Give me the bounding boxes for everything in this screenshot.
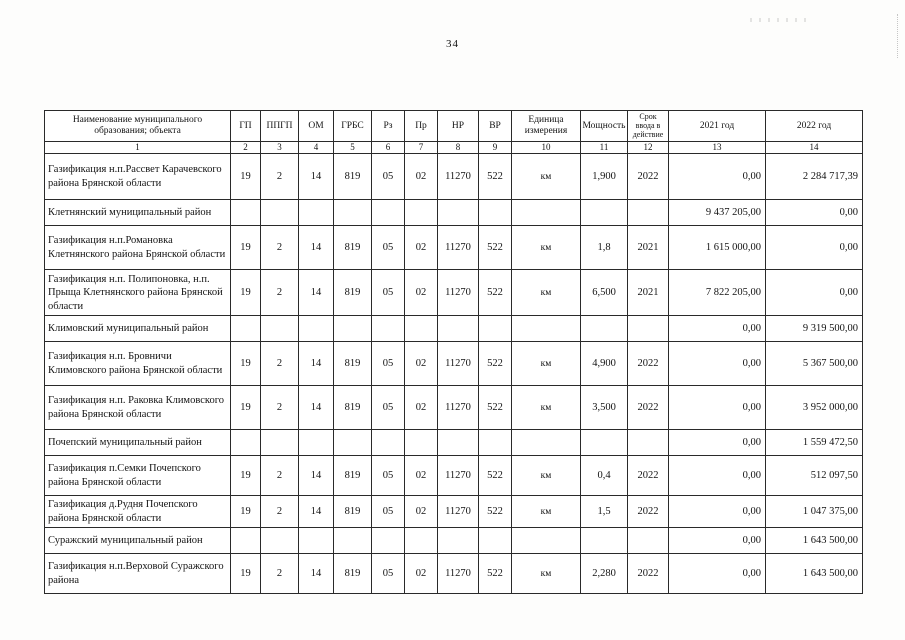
data-cell <box>372 200 405 226</box>
data-cell: 1 643 500,00 <box>766 528 863 554</box>
column-number: 13 <box>669 142 766 154</box>
data-cell: 14 <box>299 386 334 430</box>
data-cell: 3 952 000,00 <box>766 386 863 430</box>
column-number: 9 <box>479 142 512 154</box>
data-cell: 9 319 500,00 <box>766 316 863 342</box>
data-cell: 2 <box>261 154 299 200</box>
data-cell: км <box>512 270 581 316</box>
data-cell: 0,00 <box>669 386 766 430</box>
data-cell: 05 <box>372 554 405 594</box>
column-number: 7 <box>405 142 438 154</box>
data-cell: 819 <box>334 270 372 316</box>
data-cell <box>231 528 261 554</box>
data-cell: 0,00 <box>669 496 766 528</box>
column-header: Единица измерения <box>512 111 581 142</box>
data-cell <box>405 316 438 342</box>
column-header: ВР <box>479 111 512 142</box>
data-cell: 11270 <box>438 456 479 496</box>
data-cell <box>581 200 628 226</box>
data-cell: 0,00 <box>669 430 766 456</box>
data-cell <box>334 528 372 554</box>
column-header: ОМ <box>299 111 334 142</box>
data-cell <box>261 200 299 226</box>
data-cell: 05 <box>372 456 405 496</box>
data-cell: 0,00 <box>669 554 766 594</box>
data-cell <box>438 200 479 226</box>
data-cell: 19 <box>231 456 261 496</box>
data-cell <box>261 430 299 456</box>
name-cell: Газификация н.п.Рассвет Карачевского района Брянской области <box>45 154 231 200</box>
column-header: 2022 год <box>766 111 863 142</box>
data-cell <box>628 528 669 554</box>
data-cell <box>581 528 628 554</box>
data-cell <box>512 430 581 456</box>
budget-table <box>44 110 863 594</box>
column-number: 8 <box>438 142 479 154</box>
data-cell: 522 <box>479 342 512 386</box>
data-cell: 2 <box>261 554 299 594</box>
data-cell: 05 <box>372 226 405 270</box>
data-cell: 02 <box>405 456 438 496</box>
name-cell: Климовский муниципальный район <box>45 316 231 342</box>
scan-artifact-dotline <box>897 14 898 58</box>
data-cell <box>299 316 334 342</box>
data-cell: 14 <box>299 270 334 316</box>
data-cell: 14 <box>299 226 334 270</box>
data-cell: 522 <box>479 554 512 594</box>
column-number: 10 <box>512 142 581 154</box>
data-cell: 05 <box>372 342 405 386</box>
district-row <box>45 430 863 456</box>
data-cell: 19 <box>231 270 261 316</box>
column-header: Рз <box>372 111 405 142</box>
data-cell: 02 <box>405 386 438 430</box>
data-cell: 0,00 <box>669 154 766 200</box>
data-cell: 4,900 <box>581 342 628 386</box>
column-number: 5 <box>334 142 372 154</box>
data-cell: 11270 <box>438 342 479 386</box>
data-cell: 11270 <box>438 154 479 200</box>
object-row <box>45 496 863 528</box>
district-row <box>45 316 863 342</box>
object-row <box>45 386 863 430</box>
data-cell <box>438 430 479 456</box>
column-header: ППГП <box>261 111 299 142</box>
data-cell: 0,00 <box>766 226 863 270</box>
data-cell: 522 <box>479 496 512 528</box>
data-cell: 2 <box>261 496 299 528</box>
data-cell: 522 <box>479 226 512 270</box>
data-cell: 819 <box>334 226 372 270</box>
data-cell: 14 <box>299 496 334 528</box>
data-cell: 819 <box>334 154 372 200</box>
data-cell: 0,00 <box>766 270 863 316</box>
data-cell: 2022 <box>628 154 669 200</box>
data-cell: 0,4 <box>581 456 628 496</box>
data-cell: 14 <box>299 342 334 386</box>
data-cell: 1,8 <box>581 226 628 270</box>
data-cell: 11270 <box>438 270 479 316</box>
name-cell: Газификация п.Семки Почепского района Брянской области <box>45 456 231 496</box>
object-row <box>45 270 863 316</box>
column-header: Срок ввода в действие <box>628 111 669 142</box>
data-cell: 19 <box>231 154 261 200</box>
data-cell: 2022 <box>628 456 669 496</box>
column-header: НР <box>438 111 479 142</box>
data-cell: 522 <box>479 456 512 496</box>
data-cell: 02 <box>405 154 438 200</box>
data-cell: 02 <box>405 496 438 528</box>
data-cell <box>479 528 512 554</box>
data-cell: 02 <box>405 270 438 316</box>
data-cell: 11270 <box>438 386 479 430</box>
data-cell: км <box>512 342 581 386</box>
data-cell <box>334 200 372 226</box>
object-row <box>45 154 863 200</box>
data-cell: 1,900 <box>581 154 628 200</box>
column-header: ГРБС <box>334 111 372 142</box>
data-cell: 819 <box>334 342 372 386</box>
column-header: Мощность <box>581 111 628 142</box>
data-cell: 0,00 <box>669 528 766 554</box>
data-cell: 11270 <box>438 496 479 528</box>
data-cell <box>479 430 512 456</box>
data-cell <box>299 200 334 226</box>
data-cell: км <box>512 386 581 430</box>
district-row <box>45 528 863 554</box>
column-number: 2 <box>231 142 261 154</box>
column-number-row <box>45 142 863 154</box>
data-cell: 522 <box>479 154 512 200</box>
data-cell: 02 <box>405 226 438 270</box>
header-row <box>45 111 863 142</box>
data-cell <box>479 316 512 342</box>
name-cell: Газификация н.п. Полипоновка, н.п. Прыща Клетнянского района Брянской области <box>45 270 231 316</box>
name-cell: Газификация н.п. Раковка Климовского района Брянской области <box>45 386 231 430</box>
data-cell: 0,00 <box>669 342 766 386</box>
data-cell: 1 559 472,50 <box>766 430 863 456</box>
data-cell: 819 <box>334 386 372 430</box>
data-cell: км <box>512 154 581 200</box>
district-row <box>45 200 863 226</box>
data-cell: 819 <box>334 554 372 594</box>
data-cell: 02 <box>405 554 438 594</box>
data-cell: 522 <box>479 386 512 430</box>
data-cell <box>299 528 334 554</box>
column-number: 14 <box>766 142 863 154</box>
data-cell <box>581 430 628 456</box>
data-cell: 2022 <box>628 496 669 528</box>
table-body <box>45 154 863 594</box>
name-cell: Газификация н.п.Верховой Суражского района <box>45 554 231 594</box>
column-number: 4 <box>299 142 334 154</box>
data-cell: 2021 <box>628 270 669 316</box>
data-cell: 7 822 205,00 <box>669 270 766 316</box>
name-cell: Клетнянский муниципальный район <box>45 200 231 226</box>
data-cell: 2 <box>261 342 299 386</box>
data-cell: 2022 <box>628 554 669 594</box>
data-cell <box>438 316 479 342</box>
data-cell: 11270 <box>438 554 479 594</box>
data-cell: 0,00 <box>766 200 863 226</box>
data-cell <box>231 200 261 226</box>
data-cell: 05 <box>372 270 405 316</box>
column-number: 11 <box>581 142 628 154</box>
name-cell: Газификация н.п. Бровничи Климовского района Брянской области <box>45 342 231 386</box>
data-cell: 19 <box>231 226 261 270</box>
data-cell: 05 <box>372 386 405 430</box>
object-row <box>45 342 863 386</box>
data-cell <box>334 430 372 456</box>
data-cell: 819 <box>334 496 372 528</box>
data-cell: 512 097,50 <box>766 456 863 496</box>
data-cell <box>372 528 405 554</box>
data-cell: 3,500 <box>581 386 628 430</box>
column-header: ГП <box>231 111 261 142</box>
data-cell: 2022 <box>628 386 669 430</box>
data-cell: 522 <box>479 270 512 316</box>
data-cell: 2 <box>261 270 299 316</box>
data-cell: 19 <box>231 496 261 528</box>
object-row <box>45 456 863 496</box>
data-cell <box>372 316 405 342</box>
data-cell: 2 <box>261 386 299 430</box>
data-cell: км <box>512 554 581 594</box>
data-cell <box>512 316 581 342</box>
data-cell <box>261 528 299 554</box>
data-cell: км <box>512 226 581 270</box>
table-header <box>45 111 863 154</box>
data-cell: 2021 <box>628 226 669 270</box>
data-cell: 1,5 <box>581 496 628 528</box>
data-cell: 1 615 000,00 <box>669 226 766 270</box>
data-cell: 819 <box>334 456 372 496</box>
column-number: 3 <box>261 142 299 154</box>
column-header: Наименование муниципального образования; объекта <box>45 111 231 142</box>
data-cell: 19 <box>231 386 261 430</box>
data-cell: 2 <box>261 456 299 496</box>
data-cell: км <box>512 456 581 496</box>
data-cell <box>512 200 581 226</box>
data-cell <box>299 430 334 456</box>
data-cell: 1 643 500,00 <box>766 554 863 594</box>
data-cell <box>628 316 669 342</box>
data-cell <box>581 316 628 342</box>
data-cell: 11270 <box>438 226 479 270</box>
column-number: 1 <box>45 142 231 154</box>
data-cell <box>512 528 581 554</box>
data-cell <box>405 430 438 456</box>
data-cell: 0,00 <box>669 456 766 496</box>
column-number: 6 <box>372 142 405 154</box>
data-cell: 2 <box>261 226 299 270</box>
column-header: Пр <box>405 111 438 142</box>
data-cell: 6,500 <box>581 270 628 316</box>
data-cell <box>438 528 479 554</box>
data-cell: 19 <box>231 554 261 594</box>
column-number: 12 <box>628 142 669 154</box>
data-cell: 02 <box>405 342 438 386</box>
data-cell: 2,280 <box>581 554 628 594</box>
data-cell <box>231 316 261 342</box>
object-row <box>45 226 863 270</box>
data-cell: 14 <box>299 554 334 594</box>
data-cell: 2022 <box>628 342 669 386</box>
name-cell: Газификация н.п.Романовка Клетнянского района Брянской области <box>45 226 231 270</box>
data-cell: 9 437 205,00 <box>669 200 766 226</box>
name-cell: Суражский муниципальный район <box>45 528 231 554</box>
data-cell <box>628 200 669 226</box>
data-cell: км <box>512 496 581 528</box>
data-cell <box>261 316 299 342</box>
data-cell <box>405 528 438 554</box>
column-header: 2021 год <box>669 111 766 142</box>
data-cell: 2 284 717,39 <box>766 154 863 200</box>
data-cell <box>479 200 512 226</box>
data-cell: 14 <box>299 456 334 496</box>
data-cell <box>372 430 405 456</box>
data-cell: 5 367 500,00 <box>766 342 863 386</box>
scan-artifact-smudge <box>750 18 810 22</box>
data-cell: 05 <box>372 154 405 200</box>
data-cell <box>231 430 261 456</box>
data-cell: 05 <box>372 496 405 528</box>
object-row <box>45 554 863 594</box>
name-cell: Газификация д.Рудня Почепского района Брянской области <box>45 496 231 528</box>
data-cell: 1 047 375,00 <box>766 496 863 528</box>
data-cell: 0,00 <box>669 316 766 342</box>
name-cell: Почепский муниципальный район <box>45 430 231 456</box>
data-cell <box>334 316 372 342</box>
data-cell: 14 <box>299 154 334 200</box>
data-cell: 19 <box>231 342 261 386</box>
data-cell <box>405 200 438 226</box>
page-number: 34 <box>446 38 459 50</box>
data-cell <box>628 430 669 456</box>
